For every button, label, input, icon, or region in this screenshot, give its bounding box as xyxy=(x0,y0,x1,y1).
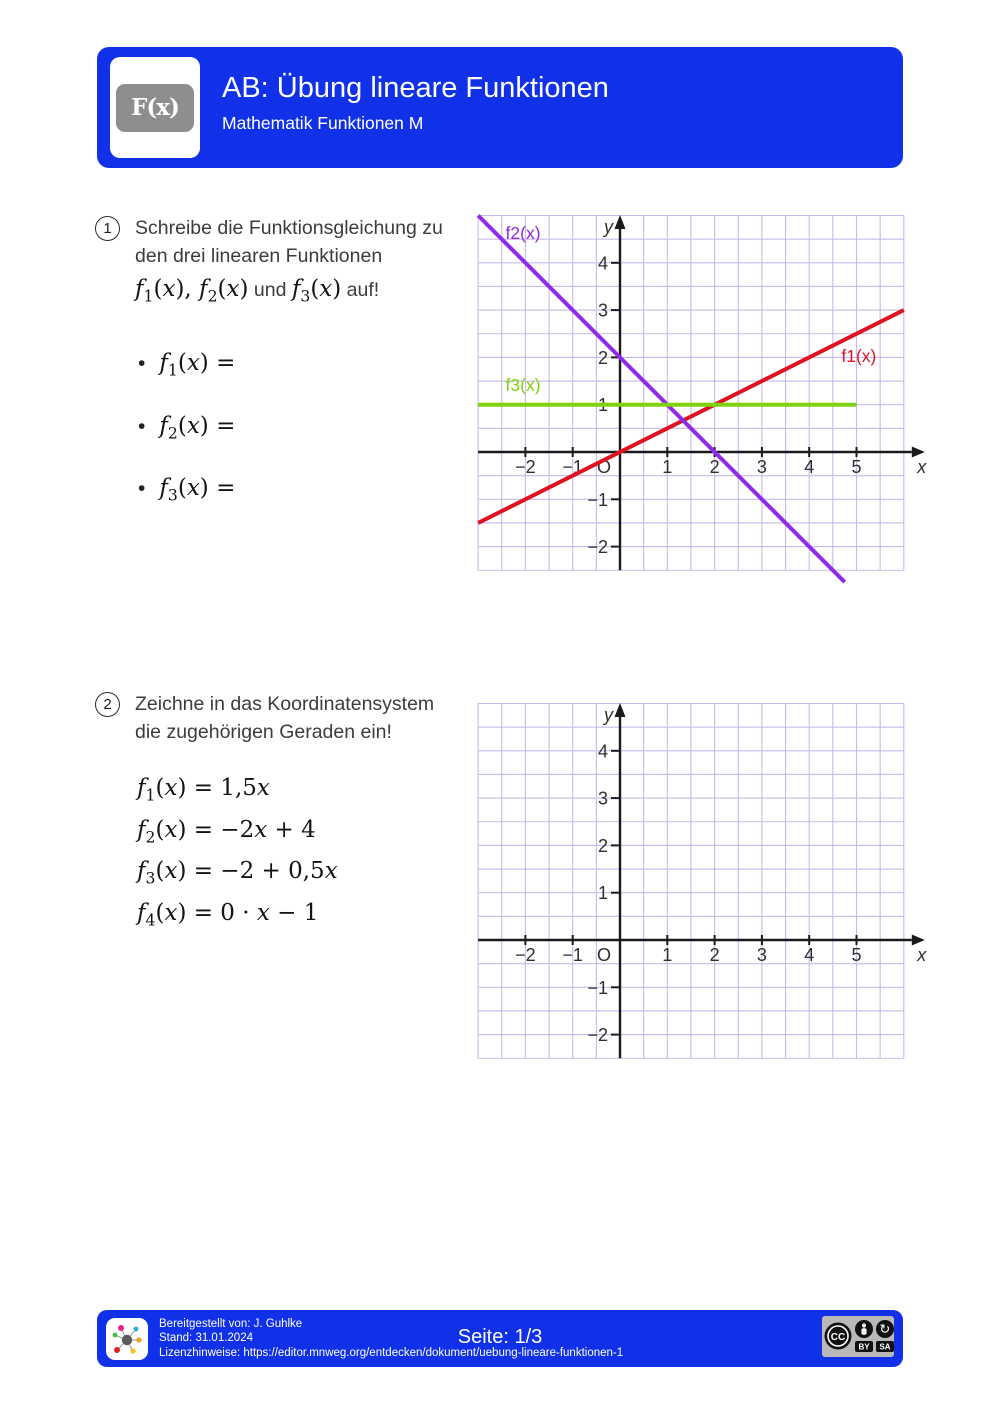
page-indicator: Seite: 1/3 xyxy=(457,1326,543,1348)
svg-text:−2: −2 xyxy=(587,1025,608,1046)
footer-stand: Stand: 31.01.2024 xyxy=(159,1332,253,1345)
svg-text:4: 4 xyxy=(597,741,608,762)
svg-text:SA: SA xyxy=(879,1342,891,1351)
fx-logo-text: F(x) xyxy=(131,94,179,121)
svg-text:5: 5 xyxy=(851,457,862,477)
svg-text:BY: BY xyxy=(858,1342,870,1351)
task1-answer-list xyxy=(138,347,235,535)
svg-text:4: 4 xyxy=(804,457,815,477)
equation-f2: $f_2(x) = -2x + 4$ xyxy=(137,816,316,847)
svg-text:−2: −2 xyxy=(587,537,608,558)
svg-text:−1: −1 xyxy=(587,977,608,998)
equation-f3: $f_3(x) = -2 + 0,5x$ xyxy=(137,858,338,888)
header xyxy=(97,47,903,168)
svg-text:1: 1 xyxy=(662,945,673,965)
svg-text:3: 3 xyxy=(756,945,767,965)
svg-text:4: 4 xyxy=(597,253,608,274)
task1-instruction-line2: den drei linearen Funktionen xyxy=(135,244,383,267)
fx-logo-icon xyxy=(116,84,194,132)
mnweg-network-icon xyxy=(109,1321,145,1357)
svg-text:1: 1 xyxy=(597,883,608,904)
task1-instruction-line1: Schreibe die Funktionsgleichung zu xyxy=(135,217,443,239)
svg-text:f3(x): f3(x) xyxy=(505,374,541,395)
svg-text:3: 3 xyxy=(597,300,608,321)
task2-instruction-line1: Zeichne in das Koordinatensystem xyxy=(135,693,435,715)
svg-text:f2(x): f2(x) xyxy=(505,223,541,244)
svg-text:↻: ↻ xyxy=(879,1322,891,1337)
coordinate-grid-task2 xyxy=(463,691,955,1079)
svg-text:O: O xyxy=(596,945,612,965)
footer xyxy=(97,1310,903,1367)
coordinate-grid-task1 xyxy=(463,203,955,591)
task2-number: 2 xyxy=(103,696,112,713)
task2-number-badge xyxy=(95,692,120,717)
svg-text:CC: CC xyxy=(830,1331,846,1343)
svg-text:2: 2 xyxy=(709,457,720,477)
task1-instruction-math: $f_1(x)$, $f_2(x)$ und $f_3(x)$ auf! xyxy=(135,276,380,306)
equation-f1: $f_1(x) = 1,5x$ xyxy=(137,775,270,805)
bullet-icon: • xyxy=(138,352,146,375)
license-link[interactable]: Lizenzhinweise: https://editor.mnweg.org/entdecken/dokument/uebung-lineare-funktionen-1 xyxy=(159,1346,624,1359)
page-subtitle: Mathematik Funktionen M xyxy=(222,113,424,133)
svg-text:5: 5 xyxy=(851,945,862,965)
answer-line-f2: • $f_2(x)$ = xyxy=(138,412,236,443)
header-text xyxy=(222,71,609,134)
task1-number-badge xyxy=(95,216,120,241)
svg-text:−1: −1 xyxy=(562,457,583,477)
svg-text:−2: −2 xyxy=(515,457,536,477)
cc-by-sa-icon xyxy=(822,1316,894,1357)
svg-text:1: 1 xyxy=(662,457,673,477)
cc-license-badge xyxy=(822,1316,894,1362)
answer-line-f3: • $f_3(x)$ = xyxy=(138,475,236,505)
svg-text:2: 2 xyxy=(597,835,608,856)
svg-text:f1(x): f1(x) xyxy=(841,346,877,367)
svg-text:y: y xyxy=(604,217,613,237)
svg-text:O: O xyxy=(596,457,612,477)
svg-text:−2: −2 xyxy=(515,945,536,965)
svg-text:3: 3 xyxy=(597,788,608,809)
header-logo-card xyxy=(110,57,200,158)
svg-text:x: x xyxy=(917,457,927,477)
svg-text:2: 2 xyxy=(597,347,608,368)
svg-text:−1: −1 xyxy=(562,945,583,965)
svg-text:x: x xyxy=(917,945,927,965)
svg-text:2: 2 xyxy=(709,945,720,965)
task1-instruction xyxy=(135,215,480,312)
bullet-icon: • xyxy=(138,477,146,500)
svg-text:y: y xyxy=(604,705,613,725)
task2-equations xyxy=(137,771,338,937)
svg-text:−1: −1 xyxy=(587,489,608,510)
task1-number: 1 xyxy=(103,220,112,237)
bullet-icon: • xyxy=(138,414,146,438)
svg-text:4: 4 xyxy=(804,945,815,965)
svg-text:1: 1 xyxy=(597,395,608,416)
page-title: AB: Übung lineare Funktionen xyxy=(222,72,609,104)
mnweg-logo-icon xyxy=(106,1318,148,1360)
svg-text:3: 3 xyxy=(756,457,767,477)
footer-provided-by: Bereitgestellt von: J. Guhlke xyxy=(159,1317,303,1330)
equation-f4: $f_4(x) = 0 \cdot x - 1$ xyxy=(137,899,319,930)
footer-info xyxy=(159,1317,623,1361)
task2-instruction-line2: die zugehörigen Geraden ein! xyxy=(135,720,392,743)
answer-line-f1: • $f_1(x)$ = xyxy=(138,350,236,380)
task2-instruction xyxy=(135,691,480,746)
